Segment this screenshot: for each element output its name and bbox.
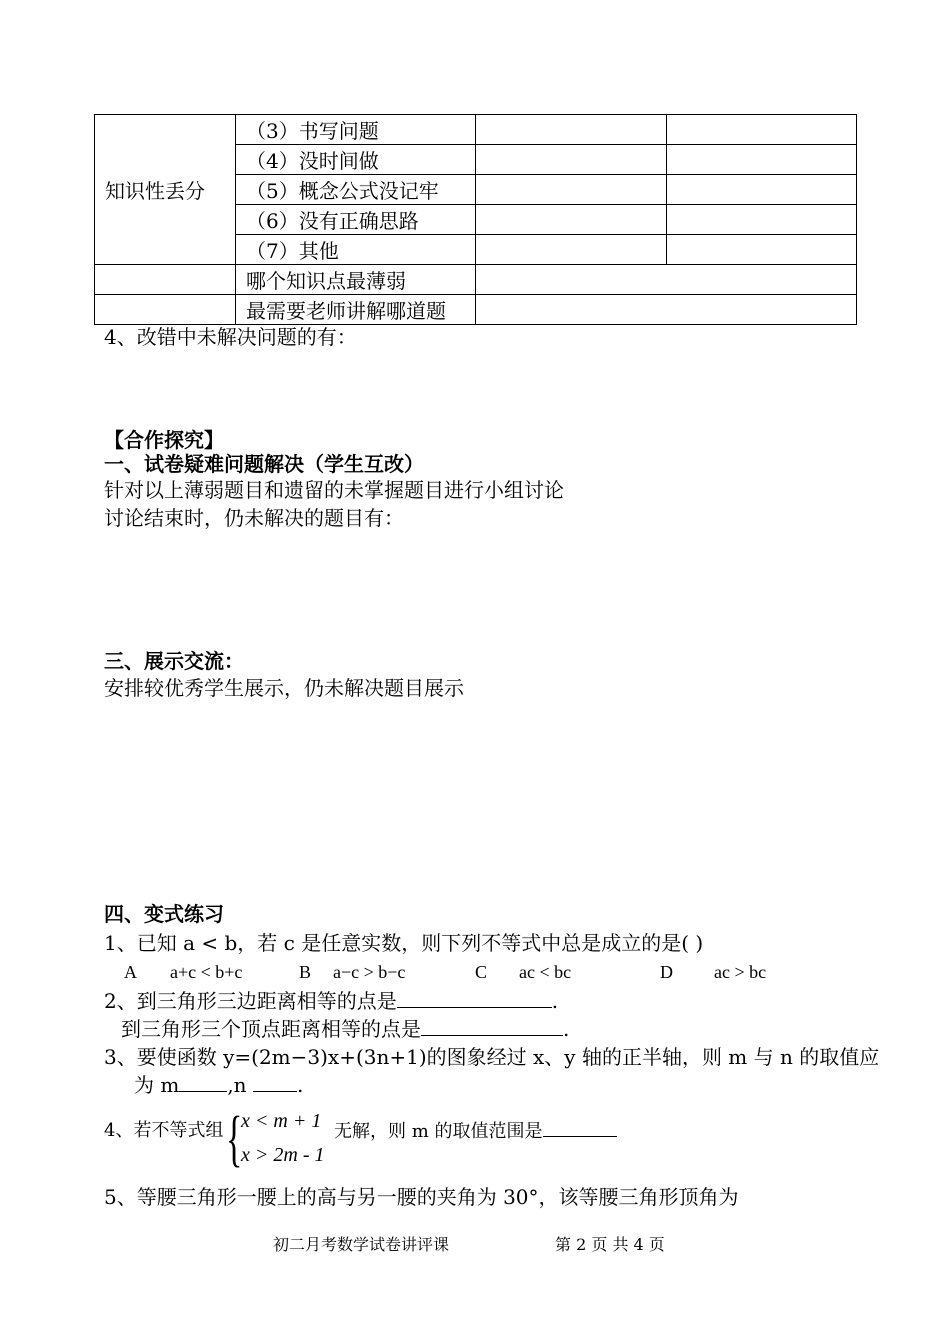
section3-heading: 三、展示交流：: [104, 649, 244, 673]
category-cell: 知识性丢分: [95, 115, 236, 265]
question-4-suffix-text: 无解，则 m 的取值范围是: [334, 1121, 543, 1142]
system-brace: {: [226, 1105, 243, 1173]
question-2a: [104, 988, 558, 1014]
weakest-point-answer[interactable]: [476, 265, 857, 295]
question-3b: [134, 1072, 303, 1098]
table-row-label: （6）没有正确思路: [236, 205, 476, 235]
section1-heading: 一、试卷疑难问题解决（学生互改）: [104, 452, 424, 476]
option-b-text: a−c > b−c: [333, 962, 406, 982]
period: .: [563, 1017, 570, 1041]
table-cell-empty[interactable]: [476, 115, 667, 145]
table-cell-empty[interactable]: [476, 145, 667, 175]
option-d-letter: D: [660, 962, 673, 982]
question-1: 1、已知 a < b，若 c 是任意实数，则下列不等式中总是成立的是( ): [104, 931, 704, 955]
question-3b-text: 为 m: [134, 1073, 180, 1097]
option-c-text: ac < bc: [519, 962, 572, 982]
need-explain-answer[interactable]: [476, 295, 857, 325]
table-cell-empty: [95, 295, 236, 325]
error-analysis-table: [94, 114, 857, 325]
answer-blank-n[interactable]: [253, 1073, 297, 1092]
need-explain-label: 最需要老师讲解哪道题: [236, 295, 476, 325]
table-cell-empty[interactable]: [667, 235, 857, 265]
answer-blank[interactable]: [543, 1118, 617, 1137]
table-cell-empty[interactable]: [476, 235, 667, 265]
answer-blank[interactable]: [397, 989, 552, 1008]
page-number: 第 2 页 共 4 页: [555, 1235, 665, 1254]
question-4-prefix: 4、若不等式组: [104, 1120, 224, 1141]
table-cell-empty[interactable]: [476, 175, 667, 205]
option-a-text: a+c < b+c: [170, 962, 243, 982]
question-5: 5、等腰三角形一腰上的高与另一腰的夹角为 30°，该等腰三角形顶角为: [104, 1185, 739, 1209]
period: .: [296, 1073, 304, 1097]
section4-heading: 四、变式练习: [104, 902, 224, 926]
period: .: [551, 989, 559, 1013]
option-a-letter: A: [124, 962, 137, 982]
coop-heading: 【合作探究】: [104, 428, 224, 452]
table-row-label: （4）没时间做: [236, 145, 476, 175]
table-row-label: （7）其他: [236, 235, 476, 265]
section3-text: 安排较优秀学生展示，仍未解决题目展示: [104, 676, 464, 700]
question-4-suffix: [334, 1118, 617, 1145]
question-2a-text: 2、到三角形三边距离相等的点是: [104, 989, 397, 1013]
table-cell-empty[interactable]: [667, 145, 857, 175]
table-cell-empty[interactable]: [667, 175, 857, 205]
table-cell-empty[interactable]: [667, 115, 857, 145]
answer-blank[interactable]: [421, 1017, 563, 1036]
table-cell-empty[interactable]: [476, 205, 667, 235]
answer-blank-m[interactable]: [179, 1073, 227, 1092]
inequality-2: x > 2m - 1: [241, 1144, 325, 1166]
table-row-label: （5）概念公式没记牢: [236, 175, 476, 205]
table-row-label: （3）书写问题: [236, 115, 476, 145]
unresolved-question: 4、改错中未解决问题的有：: [104, 325, 357, 349]
question-3a: 3、要使函数 y=(2m−3)x+(3n+1)的图象经过 x、y 轴的正半轴，则 m 与 n 的取值应: [104, 1045, 880, 1069]
question-2b-text: 到三角形三个顶点距离相等的点是: [121, 1017, 421, 1041]
question-3b-text: ,n: [227, 1073, 253, 1097]
footer-title: 初二月考数学试卷讲评课: [273, 1235, 450, 1254]
option-d-text: ac > bc: [714, 962, 767, 982]
inequality-1: x < m + 1: [241, 1110, 322, 1132]
weakest-point-label: 哪个知识点最薄弱: [236, 265, 476, 295]
coop-line2: 讨论结束时，仍未解决的题目有：: [104, 506, 404, 530]
question-2b: [121, 1016, 569, 1042]
table-cell-empty: [95, 265, 236, 295]
table-cell-empty[interactable]: [667, 205, 857, 235]
coop-line1: 针对以上薄弱题目和遗留的未掌握题目进行小组讨论: [104, 478, 564, 502]
option-c-letter: C: [475, 962, 488, 982]
option-b-letter: B: [299, 962, 312, 982]
